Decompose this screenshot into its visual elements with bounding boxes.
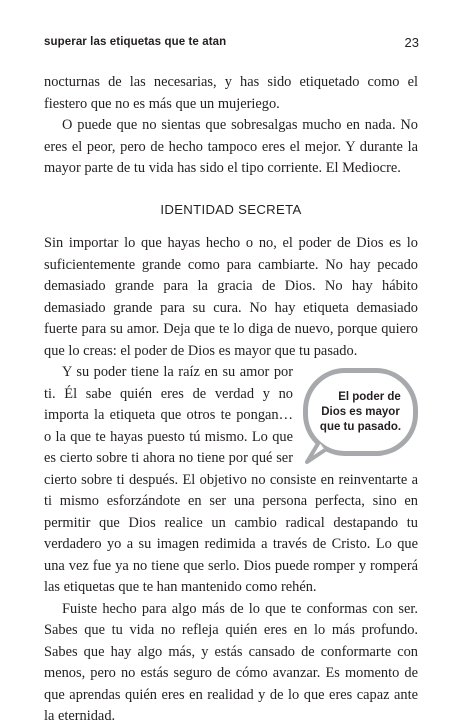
- section-heading: IDENTIDAD SECRETA: [160, 201, 302, 217]
- body-text: [44, 72, 418, 728]
- pullquote-text: El poder de Dios es mayor que tu pasado.: [319, 390, 402, 433]
- paragraph: Sin importar lo que hayas hecho o no, el poder de Dios es lo suficientemente grande como para cambiarte. No hay pecado demasiado grande para la gracia de Dios. No hay hábito demasiado grande para su cura. No hay etiqueta demasiado fuerte para su amor. Deja que te lo diga de nuevo, porque quiero que lo creas: el poder de Dios es mayor que tu pasado.: [44, 235, 418, 359]
- page-header: [0, 36, 455, 56]
- paragraph: nocturnas de las necesarias, y has sido etiquetado como el fiestero que no es más que un mujeriego.: [44, 74, 418, 112]
- paragraph: O puede que no sientas que sobresalgas mucho en nada. No eres el peor, pero de hecho tampoco eres el mejor. Y durante la mayor parte de tu vida has sido el tipo corriente. El Mediocre.: [44, 117, 418, 176]
- paragraph: Fuiste hecho para algo más de lo que te conformas con ser. Sabes que tu vida no refleja quién eres en lo más profundo. Sabes que hay algo más, y estás cansado de conformarte con menos, pero no estás seguro de cómo avanzar. Es momento de que aprendas quién eres en realidad y de lo que eres capaz ante la eternidad.: [44, 600, 418, 724]
- running-head: superar las etiquetas que te atan: [44, 36, 227, 48]
- paragraph: [44, 362, 418, 599]
- speech-bubble-tail-icon: [305, 442, 327, 464]
- paragraph-text: Y su poder tiene la raíz en su amor por ti. Él sabe quién eres de verdad y no importa la etiqueta que otros te pongan… o la que te hayas puesto tú mismo. Lo que es cierto sobre ti ahora no tiene por qué ser cierto sobre ti después. El objetivo no consiste en reinventarte a ti mismo esforzándote en ser una persona perfecta, sino en permitir que Dios realice un cambio radical destapando tu verdadero yo a su imagen redimida a través de Cristo. Lo que una vez fue ya no tiene que serlo. Dios puede romper y romperá las etiquetas que te han mantenido como rehén.: [44, 364, 418, 595]
- page-number: 23: [404, 35, 419, 50]
- pullquote: [303, 368, 418, 466]
